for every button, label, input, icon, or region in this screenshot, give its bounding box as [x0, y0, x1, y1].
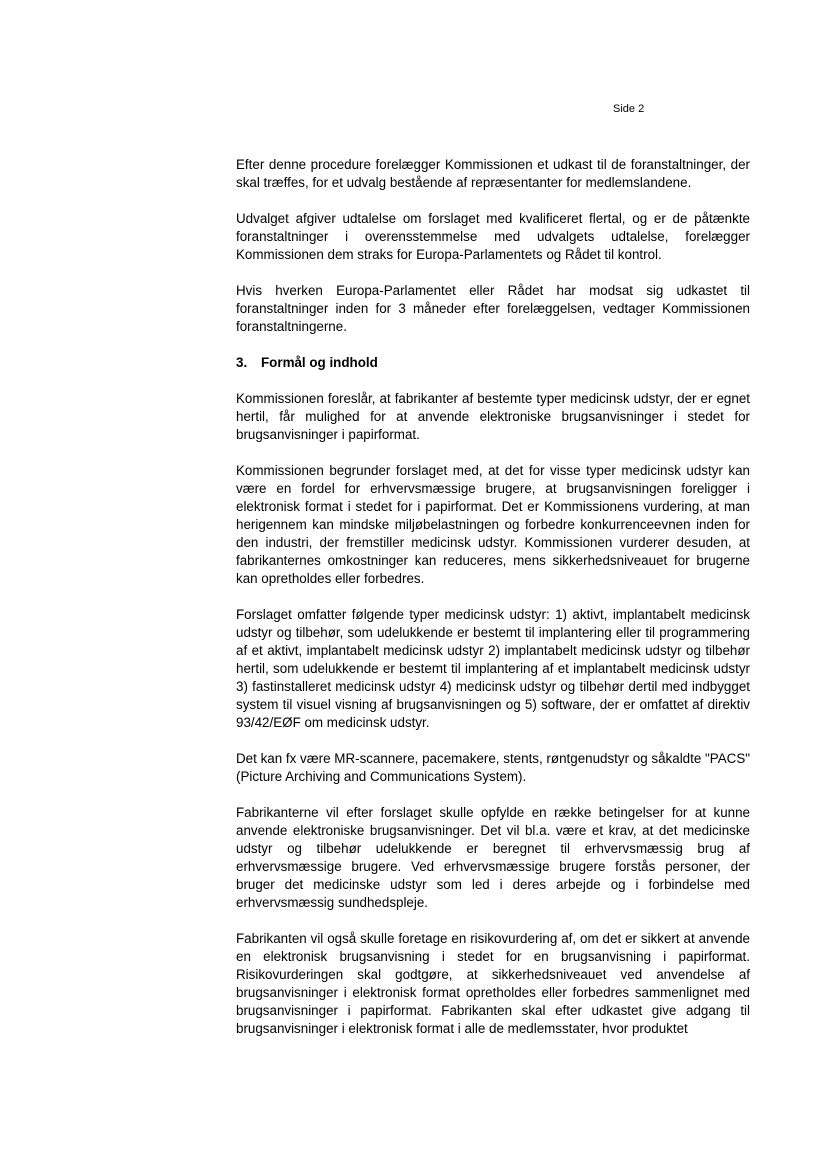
paragraph: Fabrikanterne vil efter forslaget skulle opfylde en række betingelser for at kunne anvende elektroniske brugsanvisninger. Det vil bl.a. være et krav, at det medicinske udstyr og tilbehør udelukkende er beregnet til erhvervsmæssig brug af erhvervsmæssige brugere. Ved erhvervsmæssige brugere forstås personer, der bruger det medicinske udstyr som led i deres arbejde og i forbindelse med erhvervsmæssig sundhedspleje. [236, 805, 750, 910]
paragraph: Udvalget afgiver udtalelse om forslaget med kvalificeret flertal, og er de påtænkte foranstaltninger i overensstemmelse med udvalgets udtalelse, forelægger Kommissionen dem straks for Europa-Parlamentets og Rådet til kontrol. [236, 211, 750, 262]
paragraph: Fabrikanten vil også skulle foretage en risikovurdering af, om det er sikkert at anvende en elektronisk brugsanvisning i stedet for en brugsanvisning i papirformat. Risikovurderingen skal godtgøre, at sikkerhedsniveauet ved anvendelse af brugsanvisninger i elektronisk format opretholdes eller forbedres sammenlignet med brugsanvisninger i papirformat. Fabrikanten skal efter udkastet give adgang til brugsanvisninger i elektronisk format i alle de medlemsstater, hvor produktet [236, 931, 750, 1036]
paragraph: Forslaget omfatter følgende typer medicinsk udstyr: 1) aktivt, implantabelt medicinsk udstyr og tilbehør, som udelukkende er bestemt til implantering eller til programmering af et aktivt, implantabelt medicinsk udstyr 2) implantabelt medicinsk udstyr og tilbehør hertil, som udelukkende er bestemt til implantering af et implantabelt medicinsk udstyr 3) fastinstalleret medicinsk udstyr 4) medicinsk udstyr og tilbehør dertil med indbygget system til visuel visning af brugsanvisningen og 5) software, der er omfattet af direktiv 93/42/EØF om medicinsk udstyr. [236, 607, 750, 730]
paragraph: Efter denne procedure forelægger Kommissionen et udkast til de foranstaltninger, der skal træffes, for et udvalg bestående af repræsentanter for medlemslandene. [236, 157, 750, 190]
paragraph: Kommissionen foreslår, at fabrikanter af bestemte typer medicinsk udstyr, der er egnet hertil, får mulighed for at anvende elektroniske brugsanvisninger i stedet for brugsanvisninger i papirformat. [236, 391, 750, 442]
section-number: 3. [236, 355, 248, 370]
page-number: Side 2 [613, 103, 645, 115]
section-title: Formål og indhold [261, 355, 378, 370]
section-heading [236, 354, 750, 372]
document-body [236, 156, 750, 1056]
paragraph: Kommissionen begrunder forslaget med, at det for visse typer medicinsk udstyr kan være en fordel for erhvervsmæssige brugere, at brugsanvisningen foreligger i elektronisk format i stedet for i papirformat. Det er Kommissionens vurdering, at man herigennem kan mindske miljøbelastningen og forbedre konkurrenceevnen inden for den industri, der fremstiller medicinsk udstyr. Kommissionen vurderer desuden, at fabrikanternes omkostninger kan reduceres, mens sikkerhedsniveauet for brugerne kan opretholdes eller forbedres. [236, 463, 750, 586]
paragraph: Det kan fx være MR-scannere, pacemakere, stents, røntgenudstyr og såkaldte "PACS" (Picture Archiving and Communications System). [236, 751, 750, 784]
paragraph: Hvis hverken Europa-Parlamentet eller Rådet har modsat sig udkastet til foranstaltninger inden for 3 måneder efter forelæggelsen, vedtager Kommissionen foranstaltningerne. [236, 283, 750, 334]
